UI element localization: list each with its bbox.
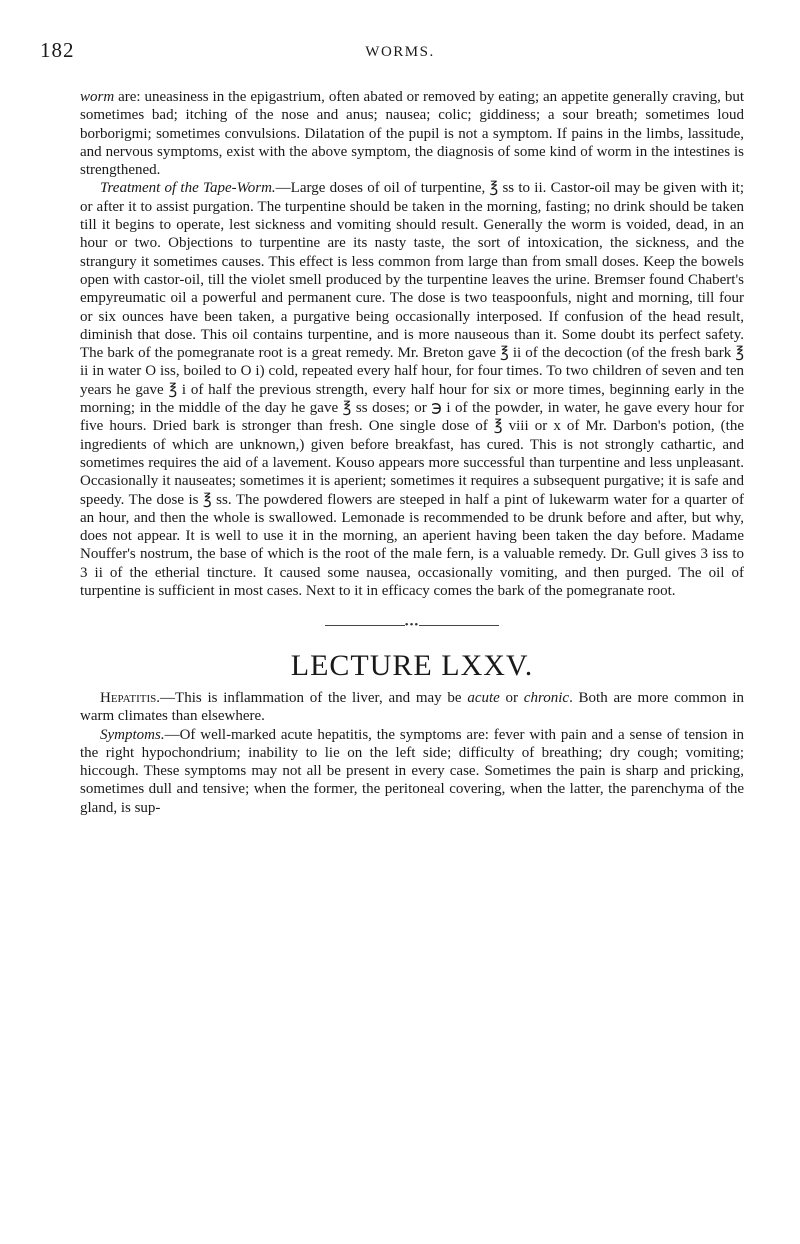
- paragraph-text: are: uneasiness in the epigastrium, often abated or removed by eating; an appetite generally craving, but sometimes bad; itching of the nose and anus; nausea; colic; giddiness; a sour breath; sometimes loud borborigmi; sometimes convulsions. Dilatation of the pupil is not a symptom. If pains in the limbs, lassitude, and nervous symptoms, exist with the above symptom, the diagnosis of some kind of worm in the intestines is strengthened.: [80, 89, 744, 179]
- section-heading: Symptoms.: [100, 726, 165, 743]
- page-number: 182: [40, 38, 75, 62]
- lecture-title: LECTURE LXXV.: [290, 648, 534, 682]
- paragraph-tape-worm-treatment: [80, 179, 744, 600]
- term-chronic: chronic: [523, 689, 570, 706]
- paragraph-symptoms: [80, 726, 744, 817]
- running-head: WORMS.: [365, 44, 435, 60]
- continued-word: worm: [80, 89, 115, 105]
- section-heading: Treatment of the Tape-Worm.: [100, 180, 276, 197]
- section-heading: Hepatitis.: [100, 689, 161, 706]
- page-body: [80, 88, 744, 817]
- paragraph-text: —Of well-marked acute hepatitis, the symptoms are: fever with pain and a sense of tension in the right hypochondrium; inability to lie on the left side; difficulty of breathing; dry cough; vomiting; hiccough. These symptoms may not all be present in every case. Sometimes the pain is sharp and pricking, sometimes dull and tensive; when the former, the peritoneal covering, when the latter, the parenchyma of the gland, is sup-: [80, 726, 744, 816]
- paragraph-worm-symptoms: [80, 88, 744, 179]
- term-acute: acute: [467, 689, 500, 706]
- paragraph-hepatitis: Hepatitis.—This is inflammation of the liver, and may be acute or chronic. Both are more common in warm climates than elsewhere.: [80, 689, 744, 725]
- section-separator: •••: [312, 616, 512, 634]
- paragraph-text: —Large doses of oil of turpentine, ℥ ss to ii. Castor-oil may be given with it; or after it to assist purgation. The turpentine should be taken in the morning, fasting; no drink should be taken till it begins to operate, lest sickness and vomiting should result. Generally the worm is voided, dead, in an hour or two. Objections to turpentine are its nasty taste, the sort of intoxication, the sickness, and the strangury it sometimes causes. This effect is less common from large than from small doses. Keep the bowels open with castor-oil, till the violet smell produced by the turpentine leaves the urine. Bremser found Chabert's empyreumatic oil a powerful and permanent cure. The dose is two teaspoonfuls, night and morning, till four or six ounces have been taken, a purgative being occasionally interposed. If confusion of the head result, diminish that dose. This oil contains turpentine, and is more nauseous than it. Some doubt its perfect safety. The bark of the pomegranate root is a great remedy. Mr. Breton gave ℥ ii of the decoction (of the fresh bark ℥ ii in water O iss, boiled to O i) cold, repeated every half hour, for four times. To two children of seven and ten years he gave ℥ i of half the previous strength, every half hour for six or more times, beginning early in the morning; in the middle of the day he gave ℥ ss doses; or ℈ i of the powder, in water, he gave every hour for five hours. Dried bark is stronger than fresh. One single dose of ℥ viii or x of Mr. Darbon's potion, (the ingredients of which are unknown,) given before breakfast, has cured. This is not strongly cathartic, and sometimes requires the aid of a lavement. Kouso appears more successful than turpentine and less unpleasant. Occasionally it nauseates; sometimes it is aperient; sometimes it requires a subsequent purgative; it is safe and speedy. The dose is ℥ ss. The powdered flowers are steeped in half a pint of lukewarm water for a quarter of an hour, and then the whole is swallowed. Lemonade is recommended to be drunk before and after, but why, does not appear. It is well to use it in the morning, an aperient having been taken the day before. Madame Nouffer's nostrum, the base of which is the root of the male fern, is a valuable remedy. Dr. Gull gives 3 iss to 3 ii of the etherial tincture. It caused some nausea, occasionally vomiting, and then purged. The oil of turpentine is sufficient in most cases. Next to it in efficacy comes the bark of the pomegranate root.: [80, 180, 745, 600]
